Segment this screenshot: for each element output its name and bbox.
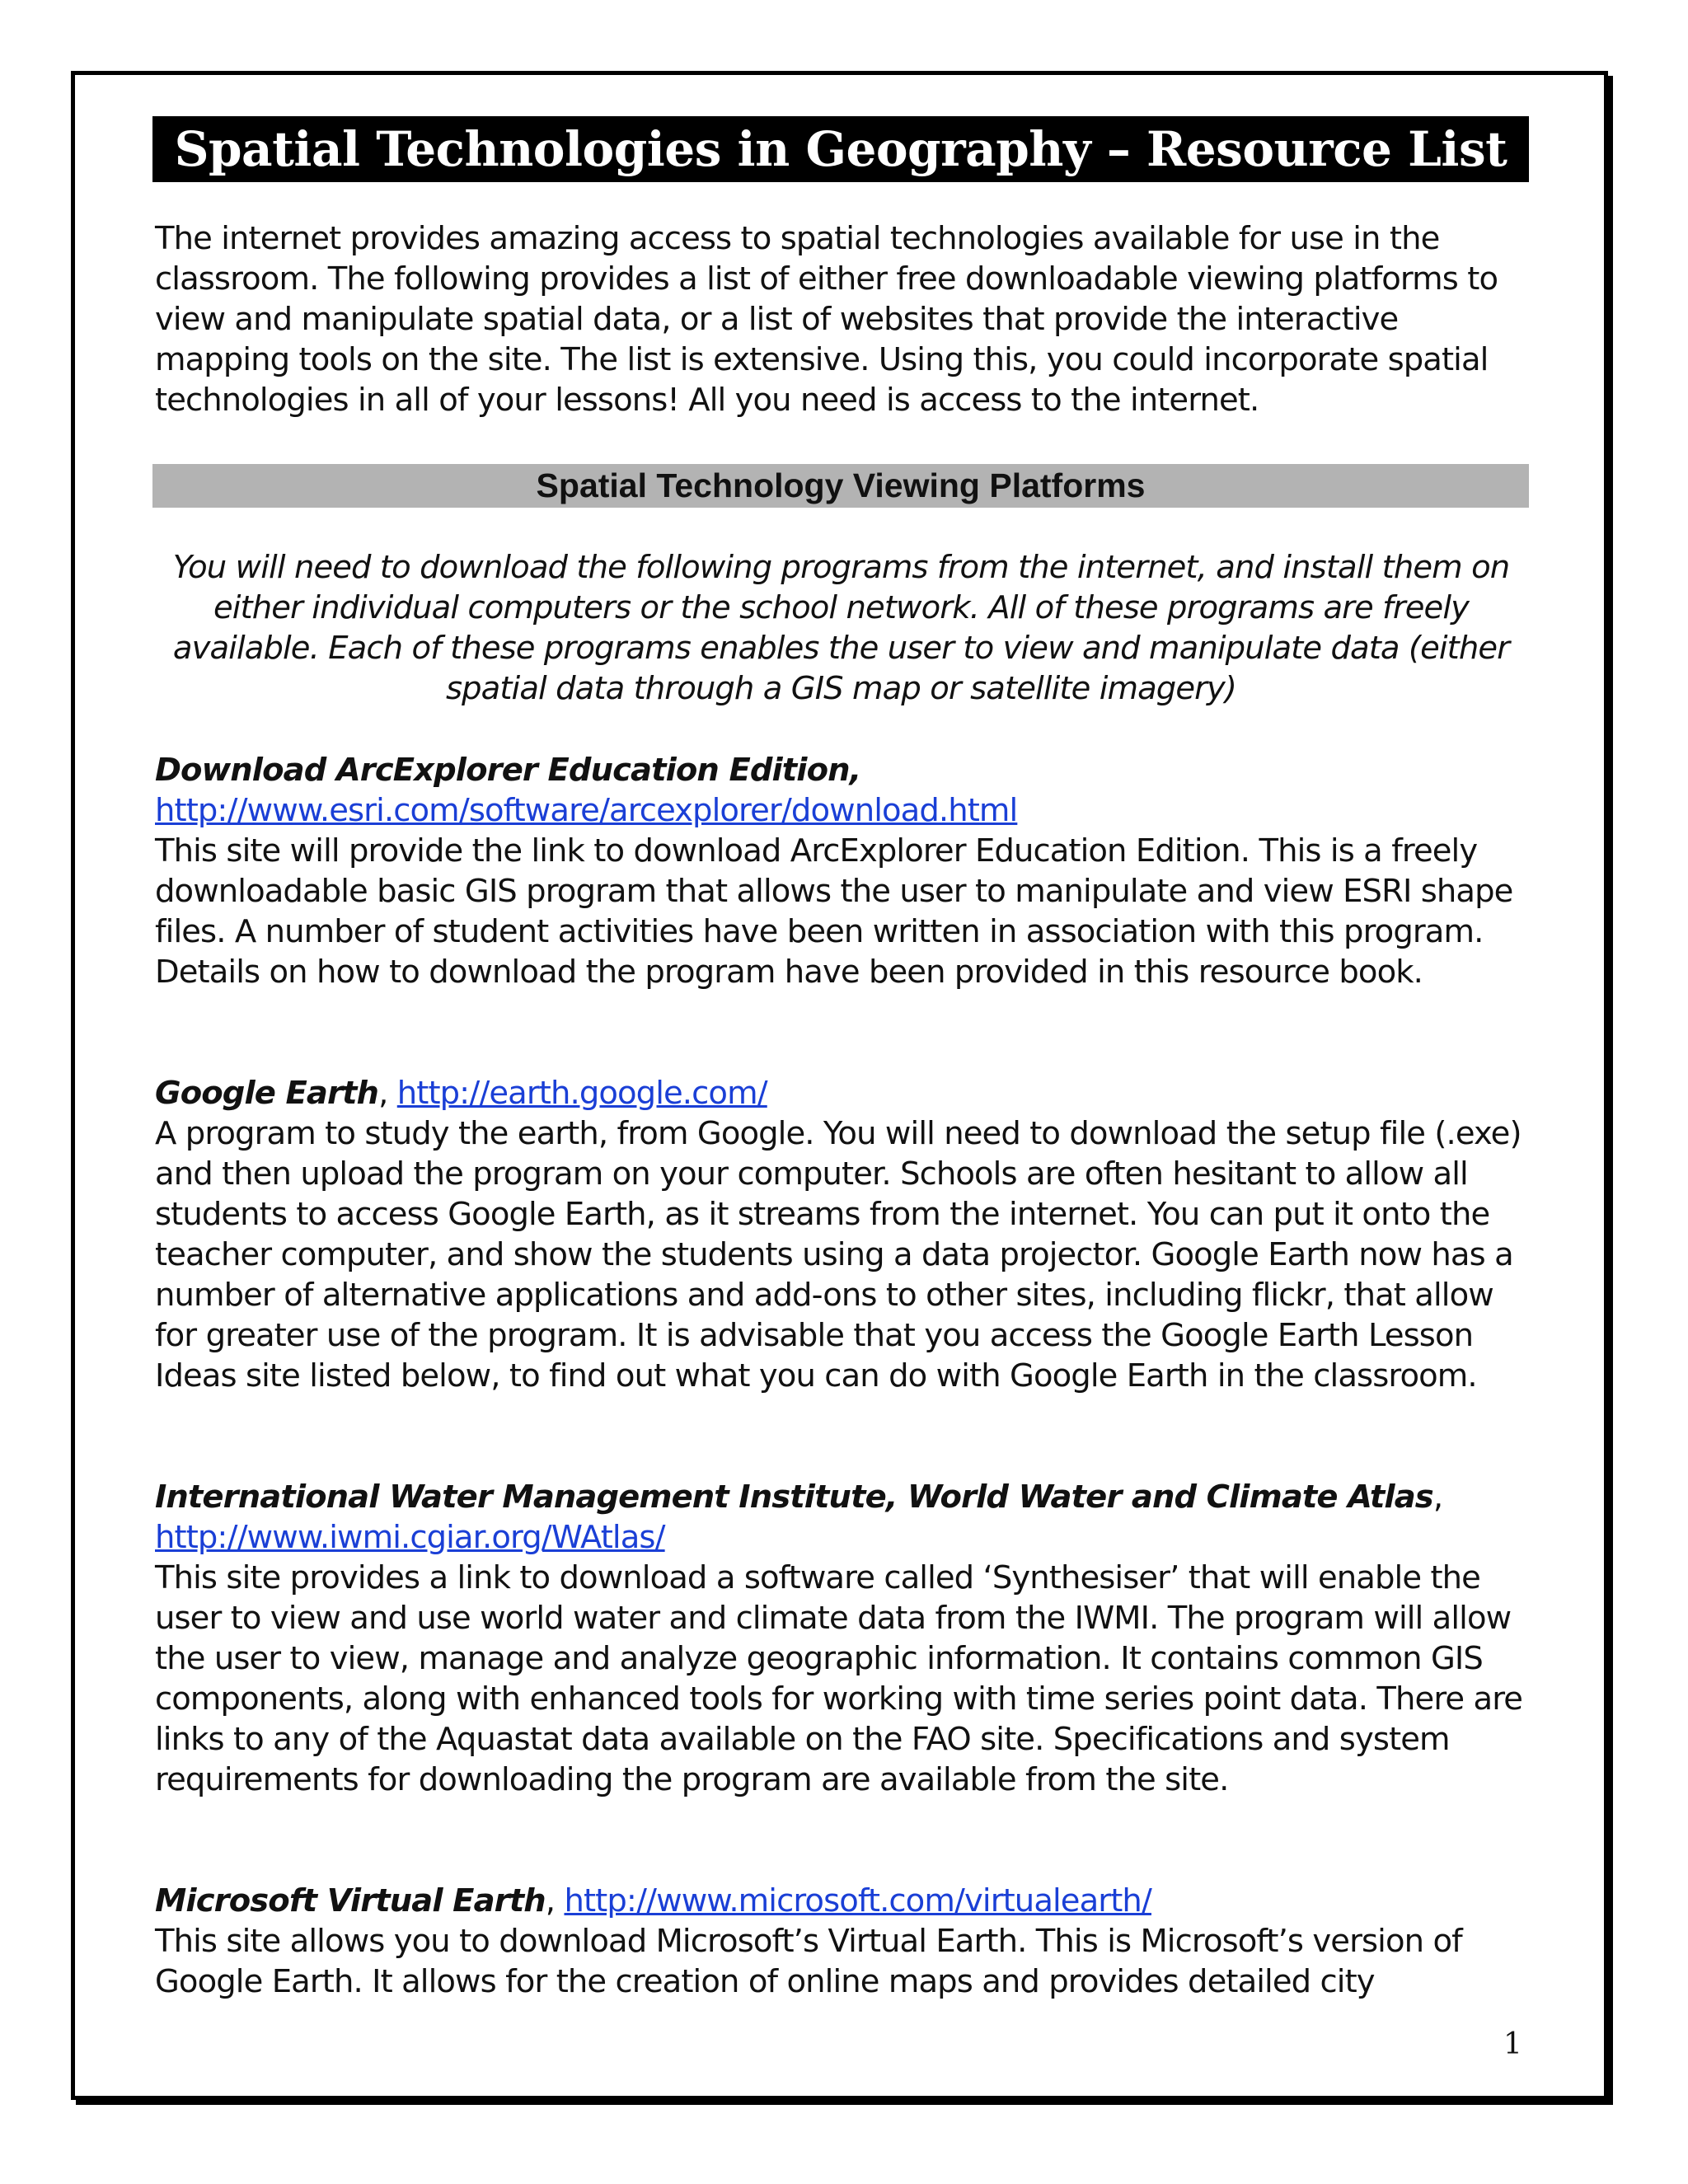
entry-name: International Water Management Institute, World Water and Climate Atlas	[155, 1479, 1433, 1516]
entry-name: Download ArcExplorer Education Edition	[155, 752, 850, 789]
entry-separator: ,	[545, 1882, 565, 1919]
section-note: You will need to download the following programs from the internet, and install them on either individual computers or the school network. All of these programs are freely available. Each of these programs enables the user to view and manipulate data (either spatial data through a GIS map or satellite imagery)	[172, 549, 1510, 707]
resource-entry-google-earth	[155, 1073, 1527, 1396]
section-heading: Spatial Technology Viewing Platforms	[152, 464, 1529, 508]
entry-link[interactable]: http://www.esri.com/software/arcexplorer/download.html	[155, 792, 1018, 829]
resource-entry-arcexplorer	[155, 750, 1527, 992]
page-number: 1	[1503, 2027, 1522, 2061]
entry-description: This site will provide the link to download ArcExplorer Education Edition. This is a freely downloadable basic GIS program that allows the user to manipulate and view ESRI shape files. A number of student activities have been written in association with this program. Details on how to download the program have been provided in this resource book.	[155, 832, 1513, 991]
entry-separator: ,	[849, 752, 861, 789]
entry-separator: ,	[1432, 1479, 1443, 1516]
entry-description: A program to study the earth, from Google. You will need to download the setup file (.exe) and then upload the program on your computer. Schools are often hesitant to allow all students to access Google Earth, as it streams from the internet. You can put it onto the teacher computer, and show the students using a data projector. Google Earth now has a number of alternative applications and add-ons to other sites, including flickr, that allow for greater use of the program. It is advisable that you access the Google Earth Lesson Ideas site listed below, to find out what you can do with Google Earth in the classroom.	[155, 1115, 1522, 1394]
entry-heading	[155, 750, 1527, 790]
entry-heading	[155, 1477, 1527, 1517]
entry-separator: ,	[378, 1075, 397, 1112]
entry-description: This site provides a link to download a software called ‘Synthesiser’ that will enable the user to view and use world water and climate data from the IWMI. The program will allow the user to view, manage and analyze geographic information. It contains common GIS components, along with enhanced tools for working with time series point data. There are links to any of the Aquastat data available on the FAO site. Specifications and system requirements for downloading the program are available from the site.	[155, 1559, 1523, 1798]
entry-heading	[155, 1881, 1527, 1921]
entry-link[interactable]: http://www.iwmi.cgiar.org/WAtlas/	[155, 1519, 665, 1556]
entry-name: Microsoft Virtual Earth	[155, 1882, 546, 1919]
entry-name: Google Earth	[155, 1075, 379, 1112]
resource-entry-iwmi	[155, 1477, 1527, 1800]
entry-link[interactable]: http://www.microsoft.com/virtualearth/	[564, 1882, 1151, 1919]
entry-link[interactable]: http://earth.google.com/	[396, 1075, 767, 1112]
entry-heading	[155, 1073, 1527, 1113]
resource-entry-virtual-earth	[155, 1881, 1527, 2002]
intro-paragraph: The internet provides amazing access to spatial technologies available for use in the classroom. The following provides a list of either free downloadable viewing platforms to view and manipulate spatial data, or a list of websites that provide the interactive mapping tools on the site. The list is extensive. Using this, you could incorporate spatial technologies in all of your lessons! All you need is access to the internet.	[155, 220, 1498, 419]
page-title: Spatial Technologies in Geography – Resource List	[152, 116, 1529, 182]
entry-description: This site allows you to download Microsoft’s Virtual Earth. This is Microsoft’s version of Google Earth. It allows for the creation of online maps and provides detailed city	[155, 1923, 1462, 2000]
